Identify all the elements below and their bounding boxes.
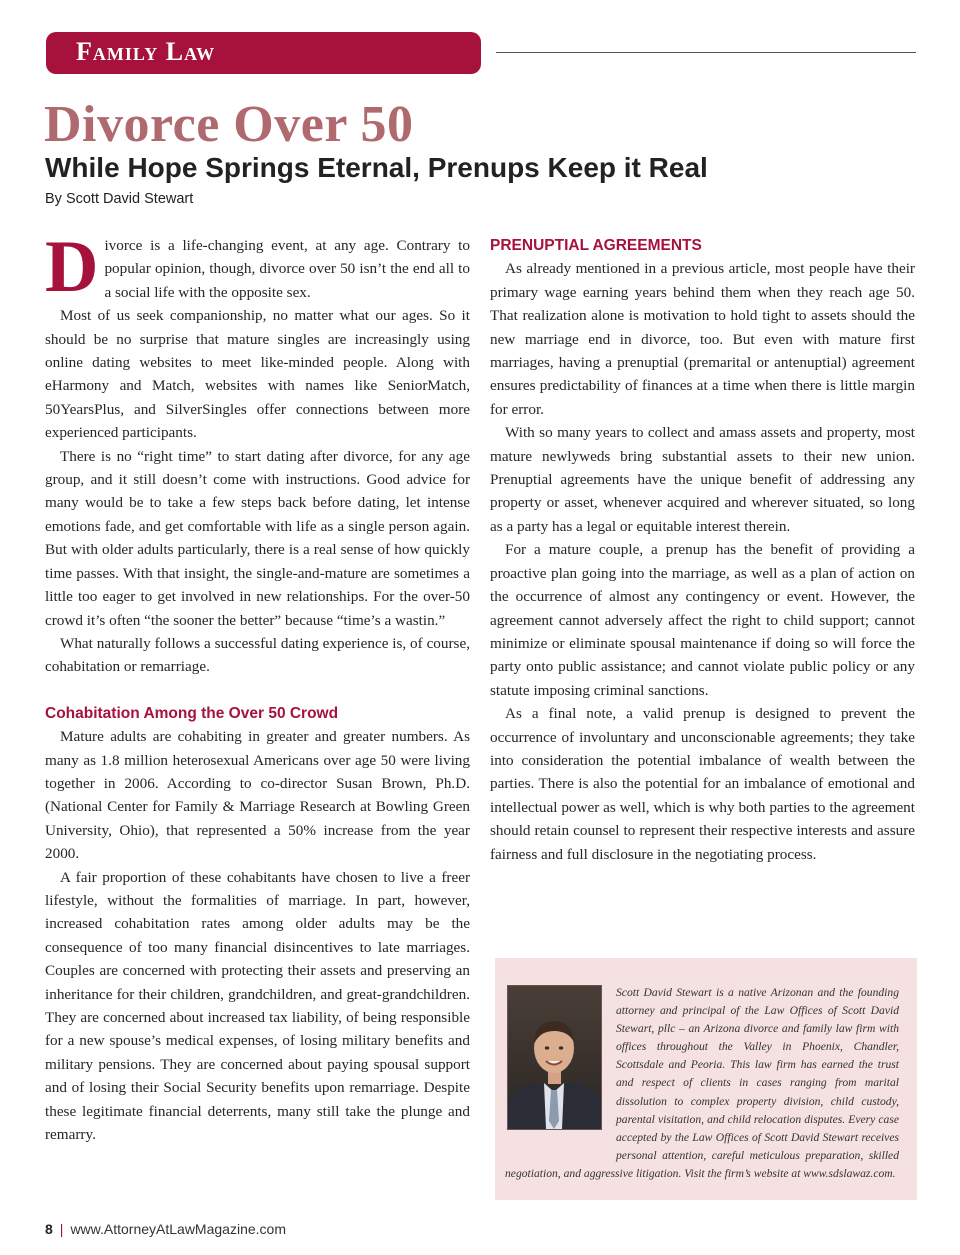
cohabitation-paragraph-1: Mature adults are cohabiting in greater and greater numbers. As many as 1.8 million heterosexual Americans over age 50 were living together in 2006. According to co-director Susan Brown, Ph.D. (National Center for Family & Marriage Research at Bowling Green University, Ohio), that represented a 50% increase from the year 2000. (45, 728, 470, 863)
author-bio-box (495, 958, 917, 1200)
cohabitation-paragraph-2: A fair proportion of these cohabitants have chosen to live a freer lifestyle, without the formalities of marriage. In part, however, increased cohabitation rates among older adults may be the consequence of too many financial disincentives to late marriages. Couples are concerned with protecting their assets and preserving an inheritance for their children, grandchildren, and great-grandchildren. They are concerned about increased tax liability, of being responsible for a new spouse’s medical expenses, of losing military benefits and military pensions. They are concerned about paying spousal support and of losing their Social Security benefits upon remarriage. Despite these legitimate financial deterrents, many still take the plunge and remarry. (45, 868, 470, 1144)
right-column (490, 234, 915, 866)
article-title: Divorce Over 50 (44, 96, 414, 153)
footer-website: www.AttorneyAtLawMagazine.com (70, 1221, 286, 1237)
drop-cap: D (45, 226, 99, 308)
left-column (45, 226, 470, 1146)
prenups-paragraph-4: As a final note, a valid prenup is designed to prevent the occurrence of involuntary and unconscionable agreements; they take into consideration the potential imbalance of wealth between the parties. There is also the potential for an imbalance of emotional and intellectual power as well, which is why both parties to the agreement should retain counsel to represent their respective interests and assure fairness and full disclosure in the negotiating process. (490, 705, 915, 863)
section-label: Family Law (76, 37, 216, 66)
section-banner (46, 32, 481, 74)
intro-paragraph-3: There is no “right time” to start dating after divorce, for any age group, and it still doesn’t come with instructions. Good advice for many would be to take a few steps back before dating, let intense emotions fade, and get comfortable with life as a single person again. But with older adults particularly, there is a real sense of how quickly time passes. With that insight, the single-and-mature are sometimes a little too eager to get involved in new relationships. For the over-50 crowd it’s often “the sooner the better” because “time’s a wastin.” (45, 447, 470, 629)
page-footer (45, 1221, 286, 1237)
intro-paragraph-4: What naturally follows a successful dating experience is, of course, cohabitation or remarriage. (45, 634, 470, 676)
prenups-paragraph-2: With so many years to collect and amass assets and property, most mature newlyweds bring substantial assets to their new union. Prenuptial agreements have the unique benefit of addressing any property or asset, whenever acquired and wherever situated, so long as a party has a legal or equitable interest therein. (490, 424, 915, 535)
intro-paragraph-1 (45, 226, 470, 308)
author-bio-text: Scott David Stewart is a native Arizonan and the founding attorney and principal of the Law Offices of Scott David Stewart, pllc – an Arizona divorce and family law firm with offices throughout the Valley in Phoenix, Chandler, Scottsdale and Peoria. This law firm has earned the trust and respect of clients in cases ranging from marital dissolution to complex property division, child custody, parental visitation, and child relocation disputes. Every case accepted by the Law Offices of Scott David Stewart receives personal attention, careful meticulous preparation, skilled negotiation, and aggressive litigation. Visit the firm’s website at www.sdslawaz.com. (505, 986, 899, 1180)
byline: By Scott David Stewart (45, 191, 194, 207)
author-bio (505, 984, 899, 1183)
intro-paragraph-1-text: ivorce is a life-changing event, at any age. Contrary to popular opinion, though, divorce over 50 isn’t the end all to a social life with the opposite sex. (104, 237, 470, 301)
article-subtitle: While Hope Springs Eternal, Prenups Keep it Real (45, 152, 708, 183)
page-number: 8 (45, 1221, 53, 1237)
footer-separator: | (59, 1221, 64, 1237)
prenups-heading: PRENUPTIAL AGREEMENTS (490, 237, 702, 254)
header-rule (496, 52, 916, 53)
prenups-paragraph-1: As already mentioned in a previous article, most people have their primary wage earning years behind them when they reach age 50. That realization alone is motivation to hold tight to assets should the new marriage end in divorce, too. But even with mature first marriages, having a prenuptial (premarital or antenuptial) agreement ensures predictability of finances at a time when there is little margin for error. (490, 260, 915, 418)
prenups-paragraph-3: For a mature couple, a prenup has the benefit of providing a proactive plan going into the marriage, as well as a plan of action on the occurrence of almost any contingency or event. However, the agreement cannot adversely affect the right to child support; cannot minimize or eliminate spousal maintenance if doing so will force the party onto public assistance; and cannot violate public policy or any statute imposing criminal sanctions. (490, 541, 915, 699)
photo-spacer (505, 984, 616, 1164)
intro-paragraph-2: Most of us seek companionship, no matter what our ages. So it should be no surprise that mature singles are increasingly using online dating websites to meet like-minded people. Along with eHarmony and Match, websites with names like SeniorMatch, 50YearsPlus, and SilverSingles offer connections between more experienced participants. (45, 307, 470, 442)
cohabitation-heading: Cohabitation Among the Over 50 Crowd (45, 704, 339, 722)
